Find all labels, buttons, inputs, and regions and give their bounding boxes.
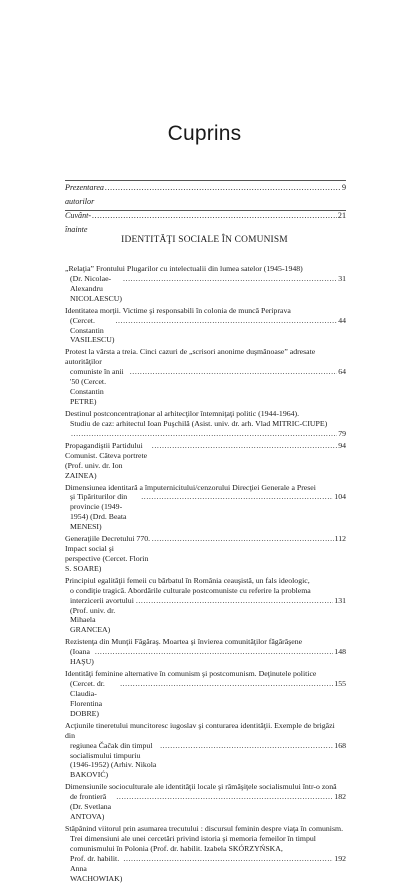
toc-entry-text: şi Tipăriturilor din provincie (1949-1954) (Drd. Beata MENESI) (70, 492, 128, 532)
leader-dots (95, 647, 333, 657)
toc-entry[interactable] (65, 576, 346, 635)
toc-page-number: 31 (338, 273, 346, 283)
leader-dots (152, 534, 334, 544)
toc-entry-final-line (65, 679, 346, 719)
toc-entry-text-line: Identităţi feminine alternative în comunism şi postcomunism. Deţinutele politice (65, 669, 317, 679)
toc-entry-final-line (65, 596, 346, 636)
toc-entry[interactable] (65, 264, 346, 304)
toc-entry-final-line (65, 492, 346, 532)
toc-entry-label: Prezentarea autorilor (65, 183, 104, 206)
leader-dots (116, 792, 333, 802)
leader-dots (123, 854, 333, 864)
toc-entry-final-line (65, 429, 346, 439)
leader-dots (71, 429, 337, 439)
toc-entry-final-line (65, 441, 346, 481)
leader-dots (160, 741, 333, 751)
toc-entry-label: Cuvânt-înainte (65, 211, 92, 234)
toc-entry-final-line (65, 367, 346, 407)
toc-entry-final-line (65, 274, 346, 304)
leader-dots (105, 181, 341, 195)
toc-entry[interactable] (65, 534, 346, 574)
section-heading: IDENTITĂŢI SOCIALE ÎN COMUNISM (121, 235, 288, 245)
toc-entry[interactable] (65, 441, 346, 481)
toc-entry-text: comuniste în anii '50 (Cercet. Constantin PETRE) (70, 367, 124, 406)
toc-entry-text: Prof. dr. habilit. Anna WACHOWIAK) (70, 853, 123, 883)
toc-entry-text-line: Rezistenţa din Munţii Făgăraş. Moartea şi învierea comunităţilor făgărăşene (65, 637, 303, 647)
toc-entry-text-line: o condiţie tragică. Abordările culturale postcomuniste cu referire la problema (70, 585, 311, 595)
bottom-divider (65, 210, 346, 211)
leader-dots (92, 209, 337, 223)
toc-entry-final-line (65, 854, 346, 884)
toc-page-number: 64 (338, 367, 346, 377)
toc-page-number: 148 (334, 647, 346, 657)
toc-page-number: 168 (334, 740, 346, 750)
leader-dots (123, 274, 337, 284)
toc-entry-text-line: Principiul egalităţii femeii cu bărbatul în România ceauşistă, un fals ideologic, (65, 575, 310, 585)
toc-page-number: 192 (334, 853, 346, 863)
toc-page-number: 94 (338, 440, 346, 450)
toc-entry-text: (Cercet. dr. Claudia-Florentina DOBRE) (70, 679, 105, 718)
toc-entry-final-line (65, 316, 346, 346)
toc-entries (65, 264, 346, 886)
toc-page-number: 9 (341, 183, 346, 192)
toc-page-number: 104 (334, 492, 346, 502)
toc-page-number: 44 (338, 315, 346, 325)
toc-entry-text: de frontieră (Dr. Svetlana ANTOVA) (70, 792, 112, 822)
page-title: Cuprins (167, 122, 242, 145)
toc-entry-final-line (65, 647, 346, 667)
toc-entry[interactable] (65, 721, 346, 780)
toc-entry-text-line: Protest la vârsta a treia. Cinci cazuri de „scrisori anonime duşmănoase” adresate autorităţilor (65, 347, 316, 367)
toc-entry-text: Generaţiile Decretului 770. Impact social şi perspective (Cercet. Florin S. SOARE) (65, 534, 151, 573)
toc-entry-text: interzicerii avortului (Prof. univ. dr. Mihaela GRANCEA) (70, 595, 134, 635)
toc-entry-text-line: Dimensiunea identitară a împuternicitului/cenzorului Direcţiei Generale a Presei (65, 482, 316, 492)
toc-entry-text-line: Identitatea morţii. Victime şi responsabili în colonia de muncă Periprava (65, 305, 291, 315)
toc-entry[interactable] (65, 669, 346, 719)
toc-entry-text: regiunea Čačak din timpul socialismului timpuriu (1946-1952) (Arhiv. Nikola BAKOVIĆ) (70, 740, 157, 780)
toc-page-number: 112 (334, 534, 346, 544)
toc-page-number: 155 (334, 679, 346, 689)
toc-entry[interactable] (65, 483, 346, 533)
leader-dots (115, 316, 337, 326)
leader-dots (141, 492, 333, 502)
toc-entry[interactable] (65, 409, 346, 439)
toc-entry-text-line: Trei dimensiuni ale unei cercetări privind istoria şi memoria femeilor în timpul (70, 833, 316, 843)
toc-entry[interactable] (65, 347, 346, 406)
leader-dots (152, 441, 337, 451)
toc-entry-text-line: Studiu de caz: arhitectul Ioan Puşchilă (Asist. univ. dr. arh. Vlad MITRIC-CIUPE) (70, 418, 328, 428)
toc-entry-text: (Cercet. Constantin VASILESCU) (70, 315, 115, 345)
toc-entry-final-line (65, 741, 346, 781)
toc-entry-text-line: Dimensiunile socioculturale ale identităţii locale şi rămăşiţele socialismului într-o zonă (65, 782, 337, 792)
toc-entry[interactable] (65, 824, 346, 883)
toc-entry-final-line (65, 792, 346, 822)
toc-entry-foreword[interactable] (65, 209, 346, 237)
toc-entry-authors[interactable] (65, 181, 346, 209)
toc-page-number: 21 (337, 211, 346, 220)
toc-entry-text-line: Destinul postconcentraţionar al arhitecţilor întemniţaţi politic (1944-1964). (65, 408, 300, 418)
toc-entry-text: (Dr. Nicolae-Alexandru NICOLAESCU) (70, 273, 122, 303)
toc-page-number: 131 (334, 595, 346, 605)
toc-entry-text-line: Stăpânind viitorul prin asumarea trecutului : discursul feminin despre viaţa în comunism. (65, 824, 344, 834)
toc-entry-final-line (65, 534, 346, 574)
toc-entry-text-line: „Relaţia” Frontului Plugarilor cu intelectualii din lumea satelor (1945-1948) (65, 264, 303, 273)
toc-entry-text-line: Acţiunile tineretului muncitoresc iugoslav şi conturarea identităţii. Exemple de brigăzi din (65, 720, 335, 740)
toc-entry-text: (Ioana HAŞU) (70, 647, 94, 667)
toc-entry[interactable] (65, 306, 346, 346)
toc-entry[interactable] (65, 782, 346, 822)
toc-entry[interactable] (65, 637, 346, 667)
toc-entry-text: Propagandiştii Partidului Comunist. Câteva portrete (Prof. univ. dr. Ion ZAINEA) (65, 440, 148, 480)
toc-entry-text-line: comunismului în Polonia (Prof. dr. habilit. Izabela SKÓRZYŃSKA, (70, 843, 283, 853)
leader-dots (130, 367, 337, 377)
toc-page-number: 79 (338, 428, 346, 438)
preliminary-list (65, 181, 346, 237)
toc-page-number: 182 (334, 792, 346, 802)
leader-dots (120, 679, 333, 689)
